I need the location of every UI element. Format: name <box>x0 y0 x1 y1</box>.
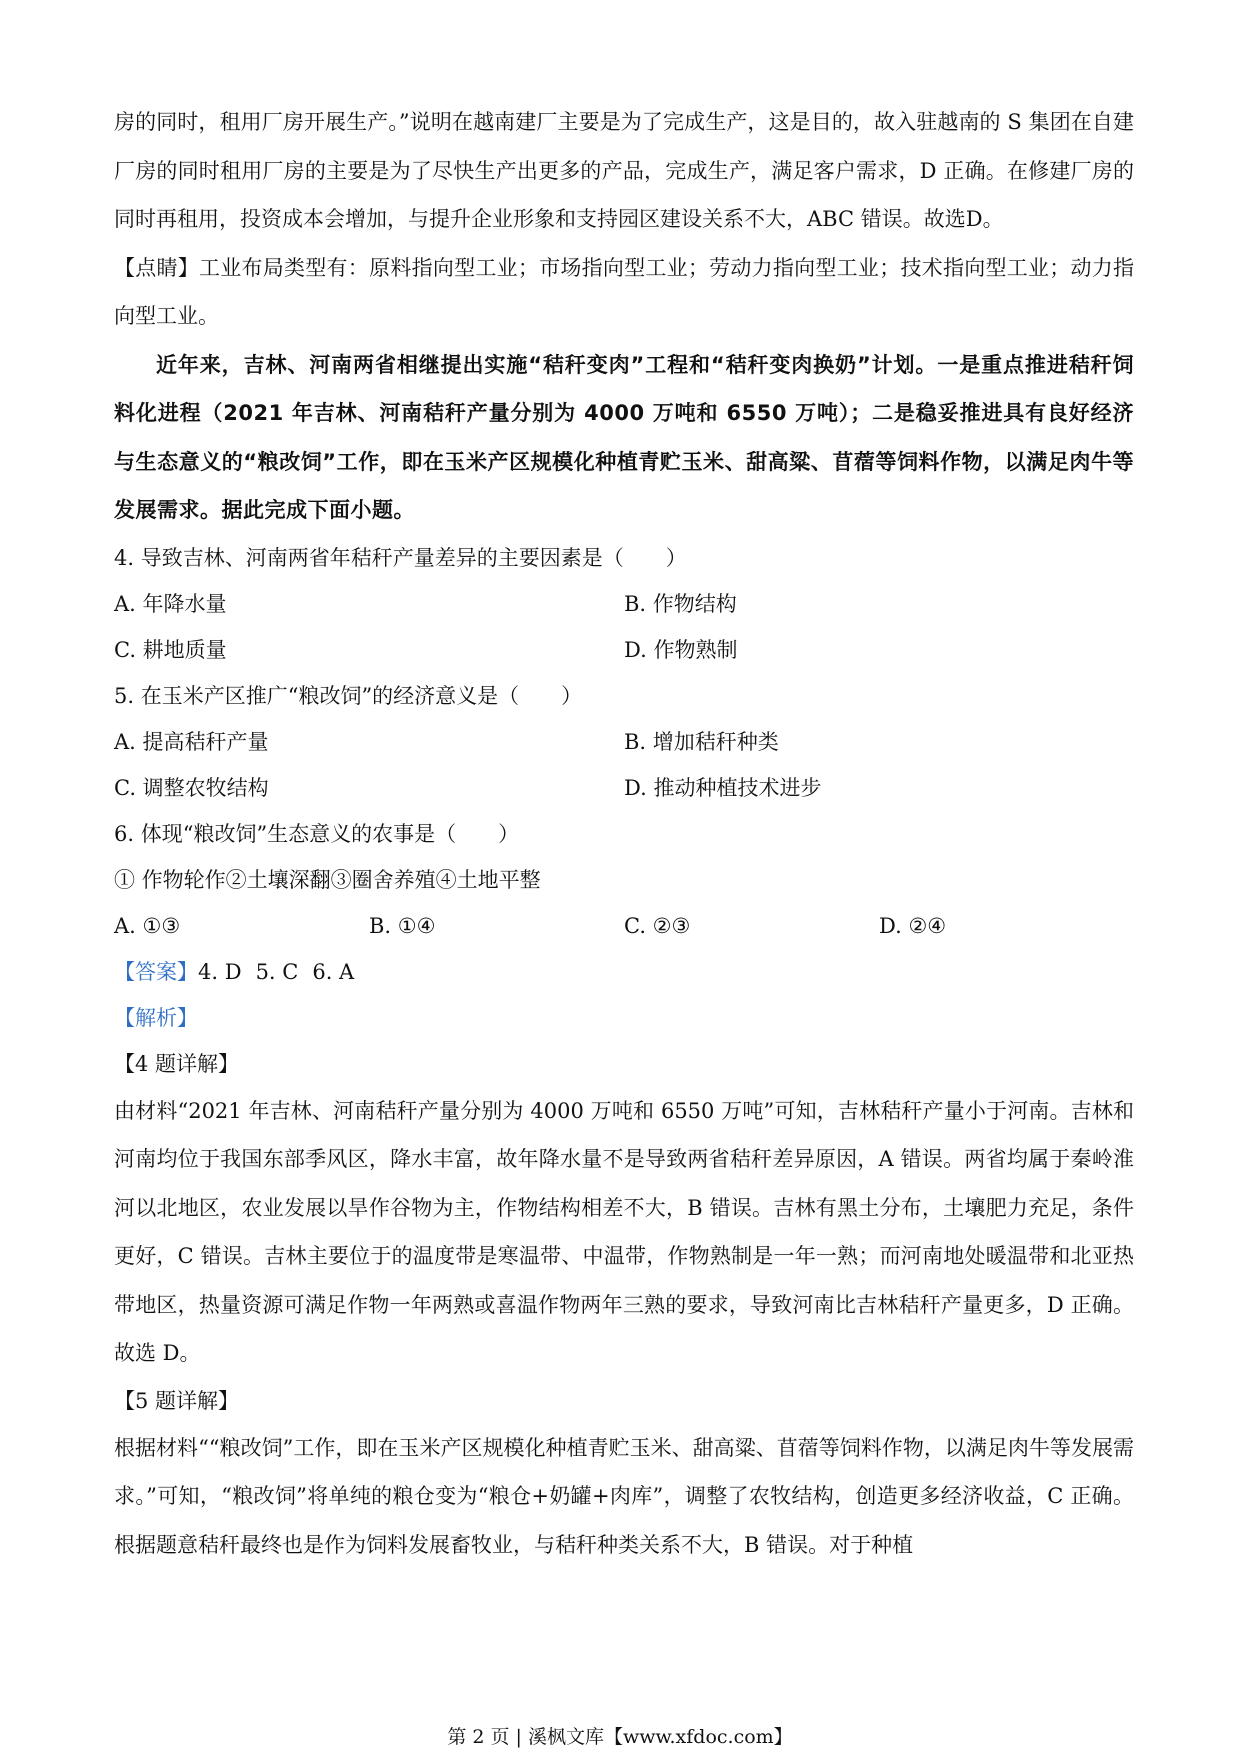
option-d: D. ②④ <box>879 913 947 938</box>
detail-5-text: 根据材料““粮改饲”工作，即在玉米产区规模化种植青贮玉米、甜高粱、苜蓿等饲料作物，以满足肉牛等发展需求。”可知，“粮改饲”将单纯的粮仓变为“粮仓+奶罐+肉库”，调整了农牧结构，创造更多经济收益，C 正确。根据题意秸秆最终也是作为饲料发展畜牧业，与秸秆种类关系不大，B 错误。对于种植 <box>114 1435 1134 1557</box>
question-5-stem: 5. 在玉米产区推广“粮改饲”的经济意义是（ ） <box>114 683 583 708</box>
answer-4: 4. D <box>198 959 242 984</box>
option-b: B. ①④ <box>369 913 436 938</box>
detail-5-heading: 【5 题详解】 <box>114 1388 240 1413</box>
question-6-stem: 6. 体现“粮改饲”生态意义的农事是（ ） <box>114 821 520 846</box>
option-c: C. 耕地质量 <box>114 637 227 662</box>
question-4-stem: 4. 导致吉林、河南两省年秸秆产量差异的主要因素是（ ） <box>114 545 687 570</box>
page-footer: 第 2 页 | 溪枫文库【www.xfdoc.com】 <box>447 1726 793 1748</box>
page-content <box>114 98 1134 1569</box>
question-6-items: ① 作物轮作②土壤深翻③圈舍养殖④土地平整 <box>114 867 541 892</box>
detail-4-text: 由材料“2021 年吉林、河南秸秆产量分别为 4000 万吨和 6550 万吨”可知，吉林秸秆产量小于河南。吉林和河南均位于我国东部季风区，降水丰富，故年降水量不是导致两省秸秆差异原因，A 错误。两省均属于秦岭淮河以北地区，农业发展以旱作谷物为主，作物结构相差不大，B 错误。吉林有黑土分布，土壤肥力充足，条件更好，C 错误。吉林主要位于的温度带是寒温带、中温带，作物熟制是一年一熟；而河南地处暖温带和北亚热带地区，热量资源可满足作物一年两熟或喜温作物两年三熟的要求，导致河南比吉林秸秆产量更多，D 正确。故选 D。 <box>114 1098 1134 1365</box>
question-5-options-2 <box>114 765 1134 811</box>
answer-line <box>114 949 1134 995</box>
option-c: C. 调整农牧结构 <box>114 775 269 800</box>
option-d: D. 作物熟制 <box>624 637 738 662</box>
question-6-options <box>114 903 1134 949</box>
previous-answer-paragraph: 房的同时，租用厂房开展生产。”说明在越南建厂主要是为了完成生产，这是目的，故入驻越南的 S 集团在自建厂房的同时租用厂房的主要是为了尽快生产出更多的产品，完成生产，满足客户需求，D 正确。在修建厂房的同时再租用，投资成本会增加，与提升企业形象和支持园区建设关系不大，ABC 错误。故选D。 <box>114 110 1134 231</box>
material-paragraph: 近年来，吉林、河南两省相继提出实施“秸秆变肉”工程和“秸秆变肉换奶”计划。一是重点推进秸秆饲料化进程（2021 年吉林、河南秸秆产量分别为 4000 万吨和 6550 万吨）；二是稳妥推进具有良好经济与生态意义的“粮改饲”工作，即在玉米产区规模化种植青贮玉米、甜高粱、苜蓿等饲料作物，以满足肉牛等发展需求。据此完成下面小题。 <box>114 352 1134 522</box>
answer-5: 5. C <box>255 959 299 984</box>
analysis-label: 【解析】 <box>114 1005 198 1030</box>
option-c: C. ②③ <box>624 913 691 938</box>
question-4-options-2 <box>114 627 1134 673</box>
option-d: D. 推动种植技术进步 <box>624 775 822 800</box>
option-a: A. 提高秸秆产量 <box>114 729 269 754</box>
option-b: B. 作物结构 <box>624 591 737 616</box>
detail-4-heading: 【4 题详解】 <box>114 1051 240 1076</box>
answer-label: 【答案】 <box>114 959 198 984</box>
option-a: A. 年降水量 <box>114 591 227 616</box>
question-5-options <box>114 719 1134 765</box>
option-a: A. ①③ <box>114 913 181 938</box>
question-4-options <box>114 581 1134 627</box>
option-b: B. 增加秸秆种类 <box>624 729 779 754</box>
answer-6: 6. A <box>312 959 355 984</box>
tip-paragraph: 【点睛】工业布局类型有：原料指向型工业；市场指向型工业；劳动力指向型工业；技术指向型工业；动力指向型工业。 <box>114 255 1134 328</box>
